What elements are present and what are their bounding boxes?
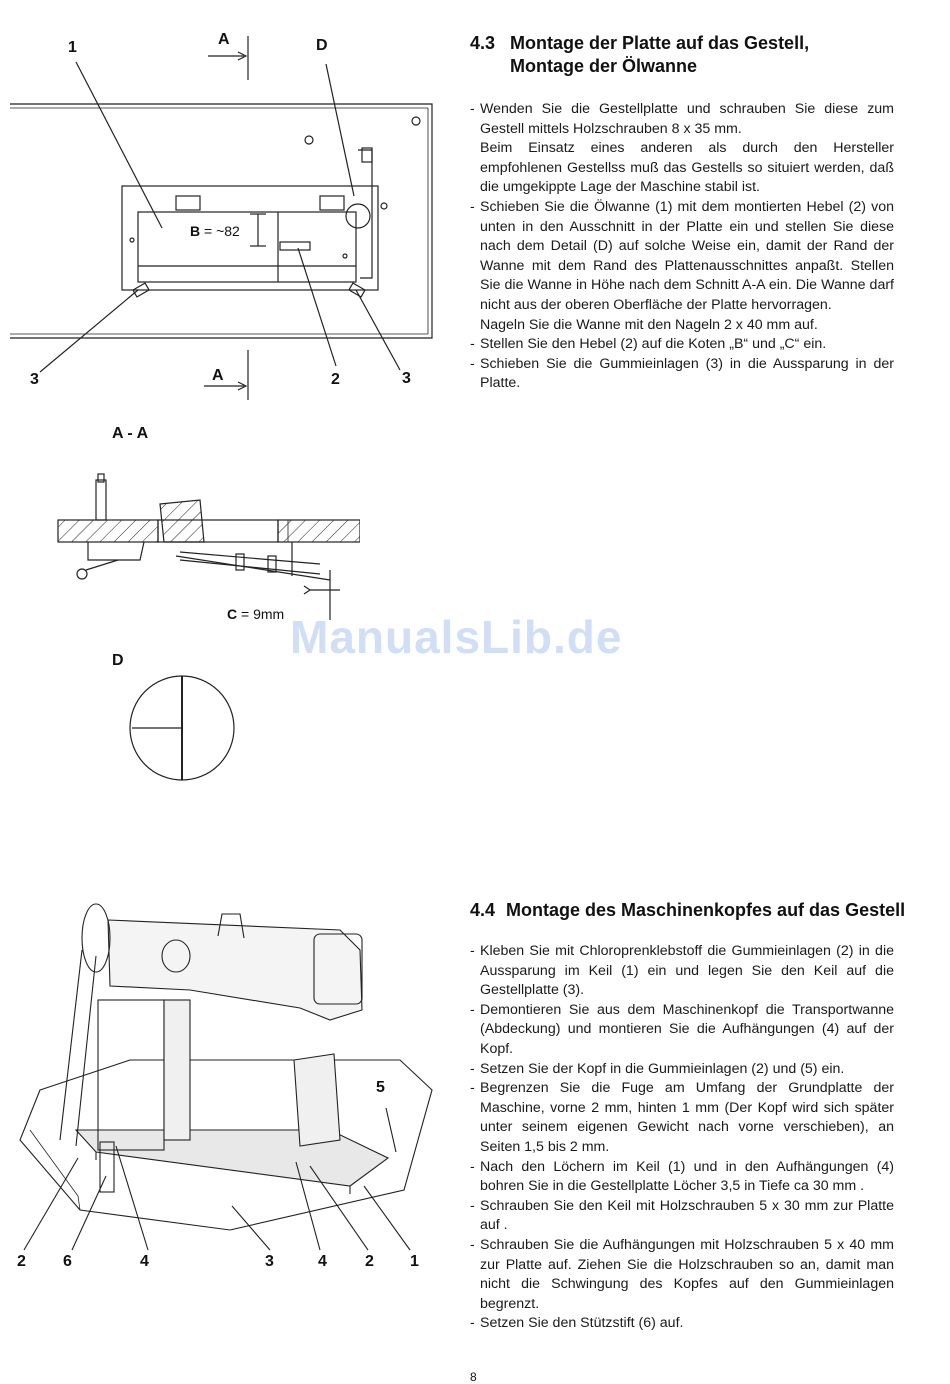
- list-item: - Stellen Sie den Hebel (2) auf die Koten „B“ und „C“ ein.: [470, 336, 827, 353]
- label-1-top: 1: [68, 39, 77, 56]
- label-1-bottom: 1: [410, 1253, 419, 1270]
- section-4-3-title-line1: Montage der Platte auf das Gestell,: [510, 33, 810, 53]
- detail-d-title: D: [112, 652, 124, 669]
- machine-head-drawing: [0, 890, 460, 1280]
- label-2-right: 2: [365, 1253, 374, 1270]
- section-aa-drawing: [40, 460, 360, 630]
- label-5: 5: [376, 1079, 385, 1096]
- list-item: - Begrenzen Sie die Fuge am Umfang der Grundplatte der Maschine, vorne 2 mm, hinten 1 mm (Der Kopf wird sich später unter seinem eigenen Gewicht nach vorne verschieben), an Seiten 1,5 bis 2 mm.: [470, 1080, 894, 1155]
- section-4-4-title: Montage des Maschinenkopfes auf das Gestell: [506, 900, 906, 920]
- label-a-top: A: [218, 31, 230, 48]
- list-item: - Nach den Löchern im Keil (1) und in den Aufhängungen (4) bohren Sie in die Gestellplatte Löcher 3,5 in Tiefe ca 30 mm .: [470, 1158, 894, 1195]
- section-4-3-list: [470, 100, 894, 394]
- dimension-b-value: = ~82: [204, 223, 240, 239]
- label-4-left: 4: [140, 1253, 149, 1270]
- section-aa-title: A - A: [112, 425, 149, 442]
- label-2-top: 2: [331, 371, 340, 388]
- list-item: - Demontieren Sie aus dem Maschinenkopf die Transportwanne (Abdeckung) und montieren Sie die Aufhängungen (4) auf der Kopf.: [470, 1001, 894, 1057]
- label-4-right: 4: [318, 1253, 327, 1270]
- label-3-right: 3: [402, 370, 411, 387]
- dimension-c-value: = 9mm: [241, 606, 285, 622]
- top-plan-drawing: [0, 0, 460, 420]
- section-4-4-number: 4.4: [470, 900, 496, 920]
- list-item: - Schieben Sie die Gummieinlagen (3) in die Aussparung in der Platte.: [470, 355, 894, 392]
- dimension-c-letter: C: [227, 606, 238, 622]
- page-number: 8: [470, 1370, 477, 1384]
- section-4-3-title-line2: Montage der Ölwanne: [510, 56, 698, 76]
- label-d-top: D: [316, 37, 328, 54]
- detail-d-drawing: [128, 674, 240, 784]
- dimension-b: [190, 223, 240, 239]
- label-2-left: 2: [17, 1253, 26, 1270]
- section-4-3-number: 4.3: [470, 33, 496, 53]
- label-3-bottom: 3: [265, 1253, 274, 1270]
- list-item: - Schrauben Sie den Keil mit Holzschrauben 5 x 30 mm zur Platte auf .: [470, 1197, 894, 1234]
- section-4-4-heading: [470, 899, 905, 922]
- label-6: 6: [63, 1253, 72, 1270]
- dimension-b-letter: B: [190, 223, 201, 239]
- list-item: - Setzen Sie den Stützstift (6) auf.: [470, 1315, 684, 1332]
- list-item: - Wenden Sie die Gestellplatte und schrauben Sie diese zum Gestell mittels Holzschrauben 8 x 35 mm. Beim Einsatz eines anderen als durch den Hersteller empfohlenen Gestellss muß das Gestells so situiert werden, daß die umgekippte Lage der Maschine stabil ist.: [470, 101, 894, 196]
- section-4-3-heading: [470, 32, 809, 78]
- list-item: - Schieben Sie die Ölwanne (1) mit dem montierten Hebel (2) von unten in den Ausschnitt in der Platte ein und stellen Sie diese nach dem Detail (D) auf solche Weise ein, damit der Rand der Wanne mit dem Rand des Plattenausschnittes anpaßt. Stellen Sie die Wanne in Höhe nach dem Schnitt A-A ein. Die Wanne darf nicht aus der oberen Oberfläche der Platte hervorragen. Nageln Sie die Wanne mit den Nageln 2 x 40 mm auf.: [470, 198, 894, 333]
- label-a-bottom: A: [212, 367, 224, 384]
- list-item: - Schrauben Sie die Aufhängungen mit Holzschrauben 5 x 40 mm zur Platte auf. Ziehen Sie die Holzschrauben so an, damit man nicht die Schwingung des Kopfes auf den Gummieinlagen begrenzt.: [470, 1236, 894, 1312]
- dimension-c: [227, 606, 284, 622]
- list-item: - Setzen Sie der Kopf in die Gummieinlagen (2) und (5) ein.: [470, 1060, 845, 1077]
- list-item: - Kleben Sie mit Chloroprenklebstoff die Gummieinlagen (2) in die Aussparung im Keil (1) ein und legen Sie den Keil auf die Gestellplatte (3).: [470, 943, 894, 999]
- label-3-left: 3: [30, 371, 39, 388]
- watermark: ManualsLib.de: [290, 611, 623, 663]
- section-4-4-list: [470, 942, 894, 1334]
